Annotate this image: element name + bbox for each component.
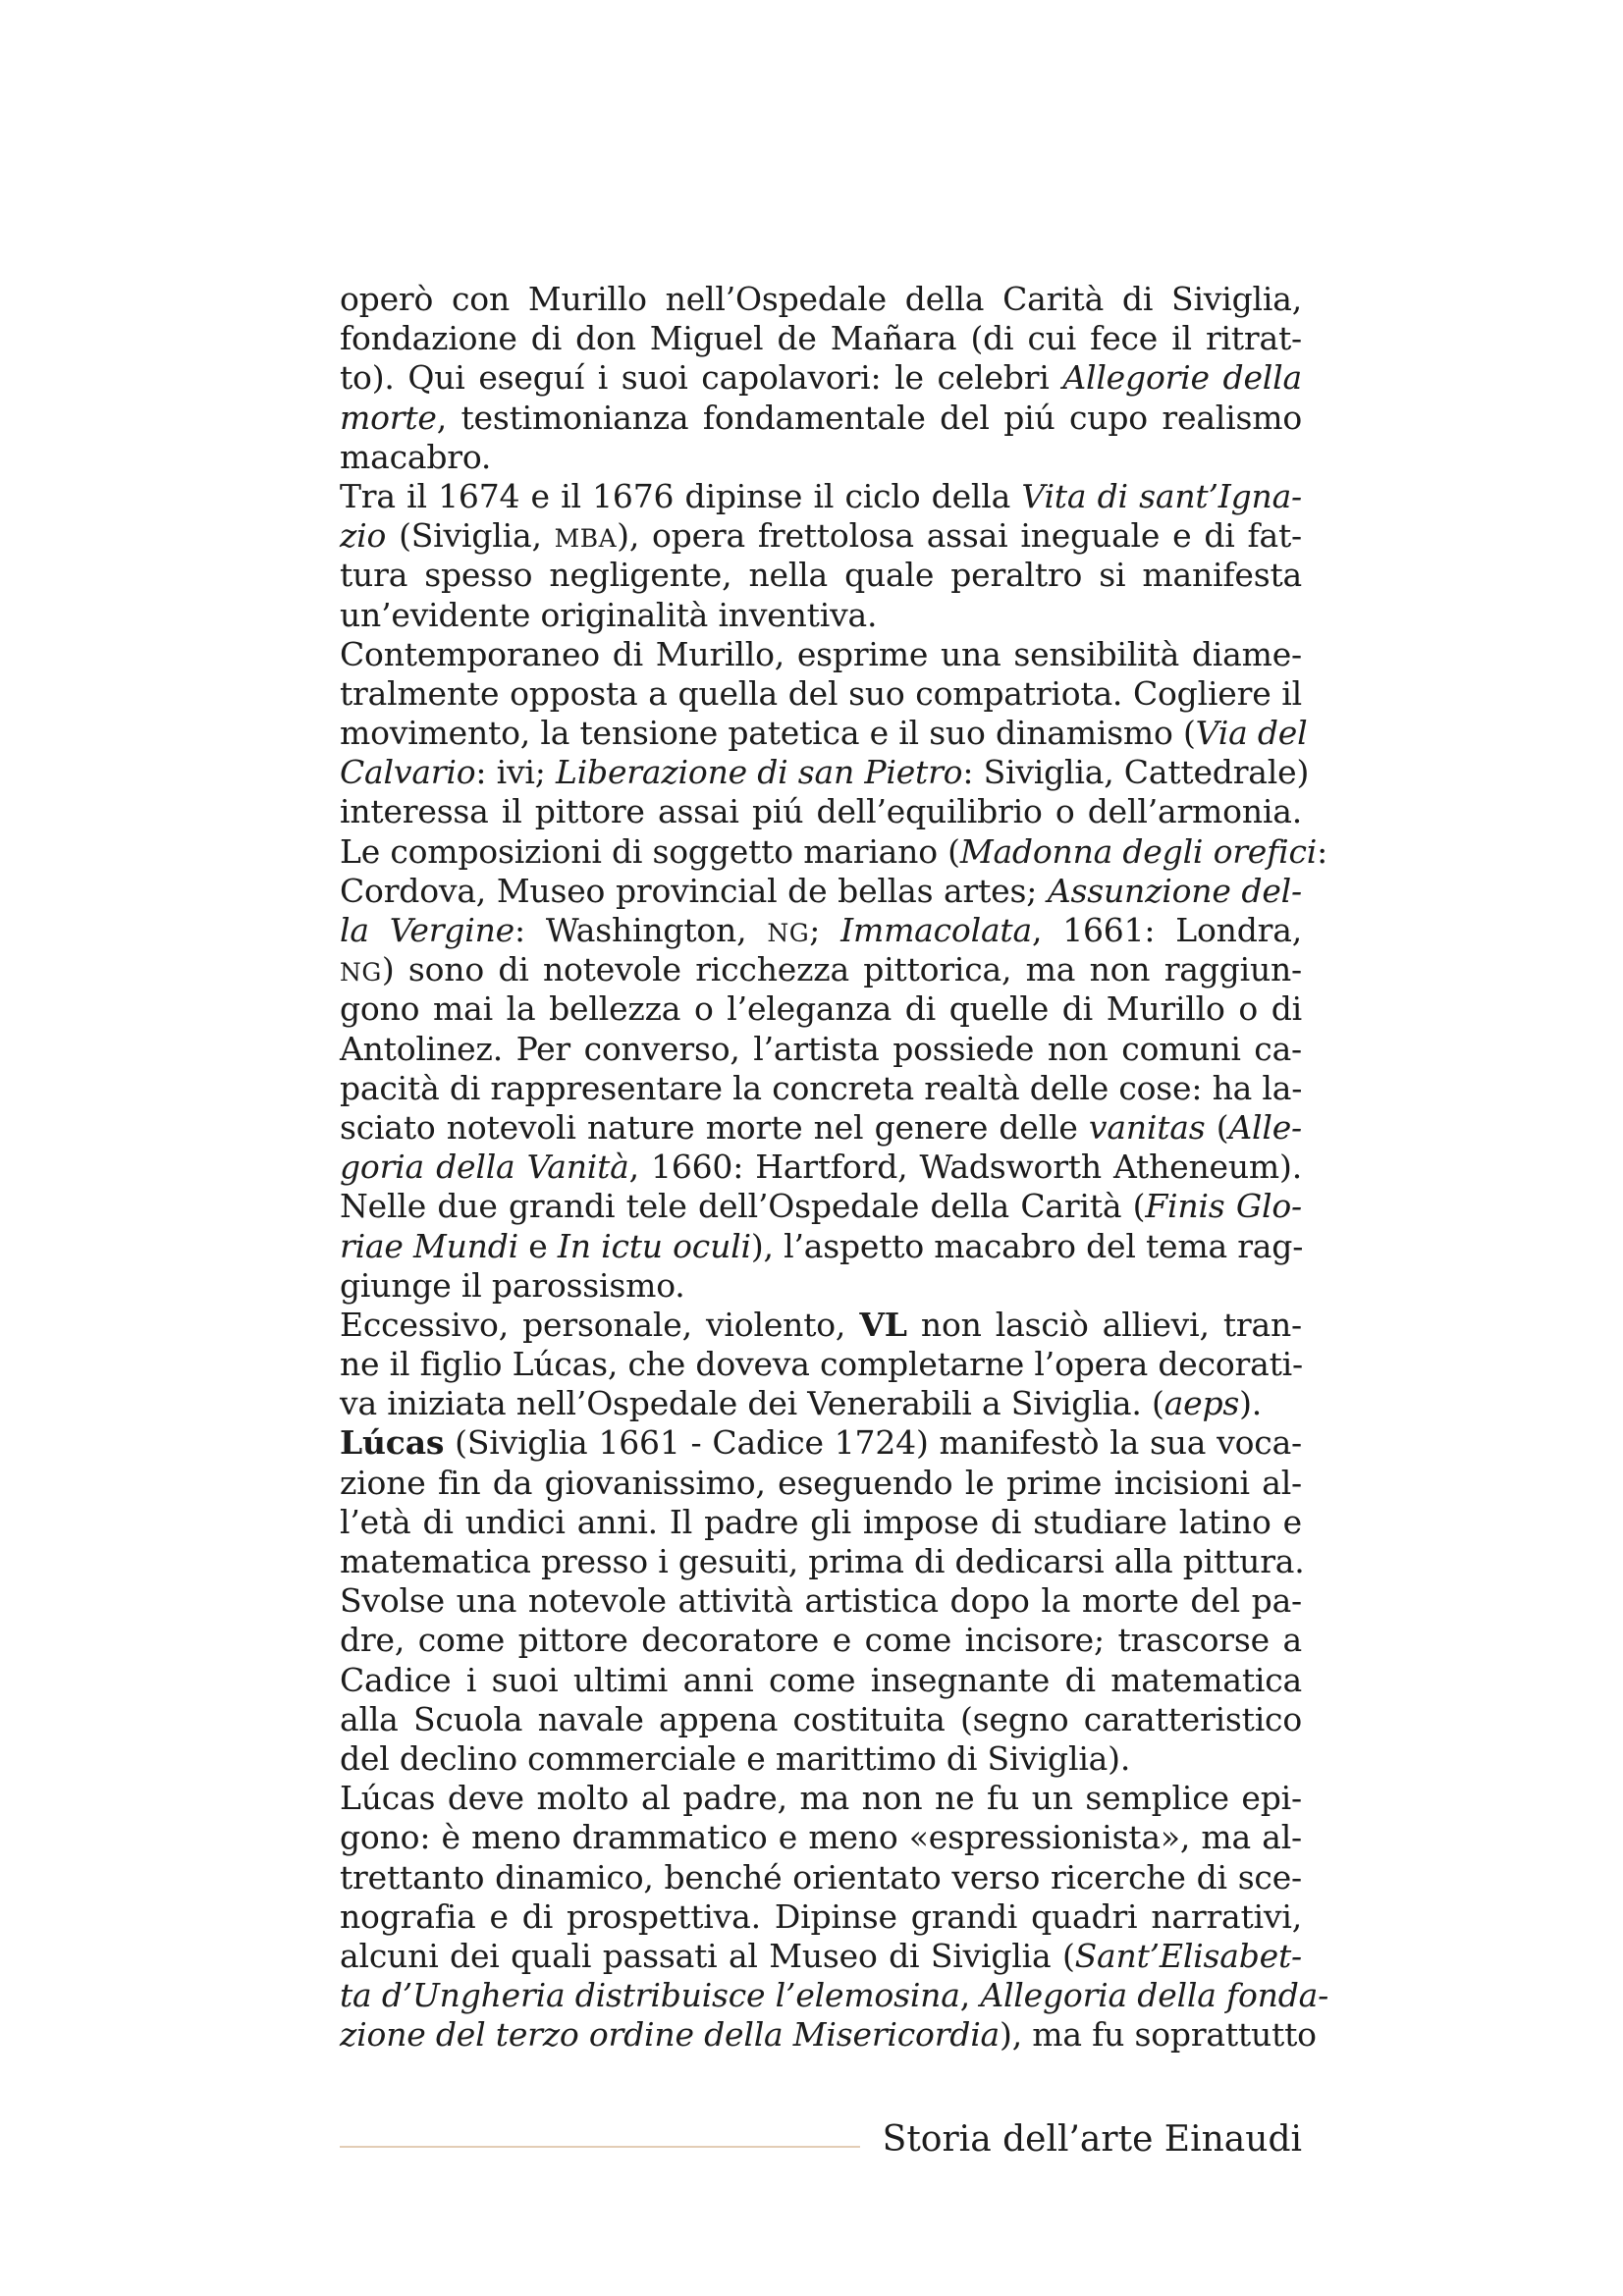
text-line [340, 911, 1302, 950]
italic-text: Vita di sant’Igna- [1021, 476, 1302, 515]
text-run: pacità di rappresentare la concreta realtà delle cose: ha la- [340, 1068, 1303, 1107]
text-line [340, 1503, 1302, 1542]
text-run: va iniziata nell’Ospedale dei Venerabili a Siviglia. ( [340, 1384, 1164, 1423]
text-run: gono mai la bellezza o l’eleganza di quelle di Murillo o di [340, 989, 1302, 1029]
italic-text: In ictu oculi [557, 1226, 751, 1265]
text-line [340, 1148, 1302, 1187]
text-run: , [959, 1976, 981, 2015]
body-text [340, 280, 1329, 2055]
text-run: dre, come pittore decoratore e come incisore; trascorse a [340, 1621, 1302, 1660]
text-line [340, 1700, 1302, 1739]
text-line [340, 1739, 1302, 1779]
text-line [340, 1858, 1302, 1897]
text-line [340, 1818, 1302, 1857]
text-line [340, 714, 1308, 753]
text-run: , testimonianza fondamentale del piú cupo realismo [436, 398, 1302, 437]
italic-text: morte [340, 398, 437, 437]
text-line [340, 1345, 1302, 1384]
text-run: ; [809, 911, 841, 949]
italic-text: Calvario [340, 753, 476, 792]
text-run: ), l’aspetto macabro del tema rag- [750, 1226, 1304, 1265]
italic-text: ta d’Ungheria distribuisce l’elemosina [340, 1976, 960, 2015]
text-run: : Washington, [514, 911, 768, 949]
italic-text: Allegoria della fonda- [980, 1976, 1329, 2015]
text-run: : ivi; [475, 753, 556, 792]
text-line [340, 674, 1302, 714]
small-caps-text: NG [767, 919, 810, 947]
text-line [340, 989, 1302, 1029]
text-run: Antolinez. Per converso, l’artista possiede non comuni ca- [340, 1029, 1302, 1068]
text-line [340, 635, 1302, 674]
italic-text: goria della Vanità [340, 1148, 629, 1187]
text-run: Tra il 1674 e il 1676 dipinse il ciclo della [340, 476, 1022, 515]
bold-text: Lúcas [340, 1423, 445, 1463]
text-line [340, 1464, 1302, 1503]
text-run: giunge il parossismo. [340, 1265, 685, 1305]
italic-text: Immacolata [840, 911, 1032, 949]
text-run: l’età di undici anni. Il padre gli impose di studiare latino e [340, 1502, 1302, 1541]
small-caps-text: MBA [554, 524, 618, 554]
text-run: un’evidente originalità inventiva. [340, 595, 878, 634]
text-run: gono: è meno drammatico e meno «espressionista», ma al- [340, 1818, 1302, 1857]
italic-text: Liberazione di san Pietro [555, 753, 963, 792]
text-line [340, 1581, 1302, 1621]
text-run: Le composizioni di soggetto mariano ( [340, 831, 960, 871]
text-run: operò con Murillo nell’Ospedale della Carità di Siviglia, [340, 280, 1302, 318]
text-run: Svolse una notevole attività artistica dopo la morte del pa- [340, 1581, 1302, 1621]
text-line [340, 1384, 1302, 1423]
page-footer [340, 2115, 1302, 2164]
italic-text: la Vergine [340, 911, 514, 949]
bold-text: VL [859, 1305, 907, 1344]
text-line [340, 1227, 1302, 1266]
footer-rule [340, 2146, 860, 2148]
text-run: : [1317, 831, 1328, 871]
text-run: sciato notevoli nature morte nel genere delle [340, 1107, 1089, 1147]
text-line [340, 477, 1302, 516]
text-line [340, 596, 1302, 635]
text-line [340, 792, 1302, 831]
text-run: , 1661: Londra, [1031, 911, 1302, 949]
text-run: movimento, la tensione patetica e il suo dinamismo ( [340, 714, 1196, 753]
text-run: (Siviglia, [386, 516, 555, 556]
text-run: ne il figlio Lúcas, che doveva completarne l’opera decorati- [340, 1345, 1303, 1384]
text-line [340, 1108, 1302, 1148]
text-line [340, 556, 1302, 595]
text-line [340, 1621, 1302, 1660]
text-line [340, 872, 1302, 911]
text-line [340, 950, 1302, 989]
italic-text: zio [340, 516, 387, 556]
text-run: to). Qui eseguí i suoi capolavori: le celebri [340, 358, 1063, 398]
text-run: Cadice i suoi ultimi anni come insegnante di matematica [340, 1660, 1302, 1699]
text-line [340, 753, 1310, 792]
italic-text: Finis Glo- [1145, 1187, 1302, 1226]
text-line [340, 1030, 1302, 1069]
text-line [340, 2015, 1317, 2055]
italic-text: Assunzione del- [1047, 871, 1302, 910]
text-line [340, 1266, 1302, 1306]
text-line [340, 1306, 1302, 1345]
text-run: ), ma fu soprattutto [1000, 2015, 1317, 2055]
italic-text: riae Mundi [340, 1226, 518, 1265]
text-line [340, 399, 1302, 438]
text-run: macabro. [340, 437, 492, 476]
text-run: Eccessivo, personale, violento, [340, 1305, 860, 1344]
footer-title: Storia dell’arte Einaudi [882, 2119, 1302, 2160]
text-run: (Siviglia 1661 - Cadice 1724) manifestò la sua voca- [444, 1423, 1302, 1463]
text-line [340, 1187, 1302, 1226]
text-run: Cordova, Museo provincial de bellas artes; [340, 871, 1048, 910]
text-line [340, 319, 1302, 358]
text-run: alcuni dei quali passati al Museo di Siviglia ( [340, 1936, 1075, 1975]
text-run: alla Scuola navale appena costituita (segno caratteristico [340, 1699, 1302, 1738]
text-line [340, 516, 1302, 556]
text-line [340, 1897, 1302, 1937]
text-run: matematica presso i gesuiti, prima di dedicarsi alla pittura. [340, 1542, 1305, 1580]
text-run: fondazione di don Miguel de Mañara (di cui fece il ritrat- [340, 319, 1302, 358]
text-run: tura spesso negligente, nella quale peraltro si manifesta [340, 556, 1302, 595]
text-run: del declino commerciale e marittimo di Siviglia). [340, 1738, 1131, 1778]
text-line [340, 831, 1328, 872]
text-line [340, 1423, 1302, 1463]
text-run: ( [1205, 1107, 1229, 1147]
text-line [340, 280, 1302, 319]
text-line [340, 1976, 1329, 2015]
text-run: tralmente opposta a quella del suo compatriota. Cogliere il [340, 673, 1302, 713]
italic-text: Sant’Elisabet- [1074, 1936, 1302, 1975]
text-run: nografia e di prospettiva. Dipinse grandi quadri narrativi, [340, 1896, 1302, 1936]
text-line [340, 1069, 1302, 1108]
text-run: e [518, 1226, 558, 1265]
text-run: , 1660: Hartford, Wadsworth Atheneum). [628, 1148, 1302, 1187]
italic-text: zione del terzo ordine della Misericordia [340, 2015, 1001, 2055]
text-run: Nelle due grandi tele dell’Ospedale della Carità ( [340, 1187, 1146, 1226]
text-run: ). [1239, 1384, 1263, 1423]
italic-text: Allegorie della [1062, 358, 1302, 398]
text-run: ), opera frettolosa assai ineguale e di fat- [617, 516, 1302, 556]
italic-text: Alle- [1228, 1107, 1303, 1147]
italic-text: Via del [1195, 714, 1308, 753]
text-line [340, 1661, 1302, 1700]
text-line [340, 358, 1302, 398]
text-line [340, 438, 1302, 477]
text-run: non lasciò allievi, tran- [906, 1305, 1302, 1344]
text-run: Lúcas deve molto al padre, ma non ne fu un semplice epi- [340, 1779, 1302, 1818]
text-line [340, 1542, 1305, 1581]
text-line [340, 1779, 1302, 1818]
text-run: ) sono di notevole ricchezza pittorica, ma non raggiun- [381, 950, 1302, 989]
text-run: : Siviglia, Cattedrale) [962, 753, 1310, 792]
small-caps-text: NG [340, 958, 382, 988]
text-run: interessa il pittore assai piú dell’equilibrio o dell’armonia. [340, 792, 1302, 831]
text-run: Contemporaneo di Murillo, esprime una sensibilità diame- [340, 634, 1302, 673]
italic-text: aeps [1163, 1384, 1240, 1423]
text-line [340, 1937, 1302, 1976]
italic-text: Madonna degli orefici [959, 831, 1318, 871]
text-run: zione fin da giovanissimo, eseguendo le prime incisioni al- [340, 1463, 1302, 1502]
text-run: trettanto dinamico, benché orientato verso ricerche di sce- [340, 1857, 1302, 1896]
italic-text: vanitas [1088, 1107, 1206, 1147]
